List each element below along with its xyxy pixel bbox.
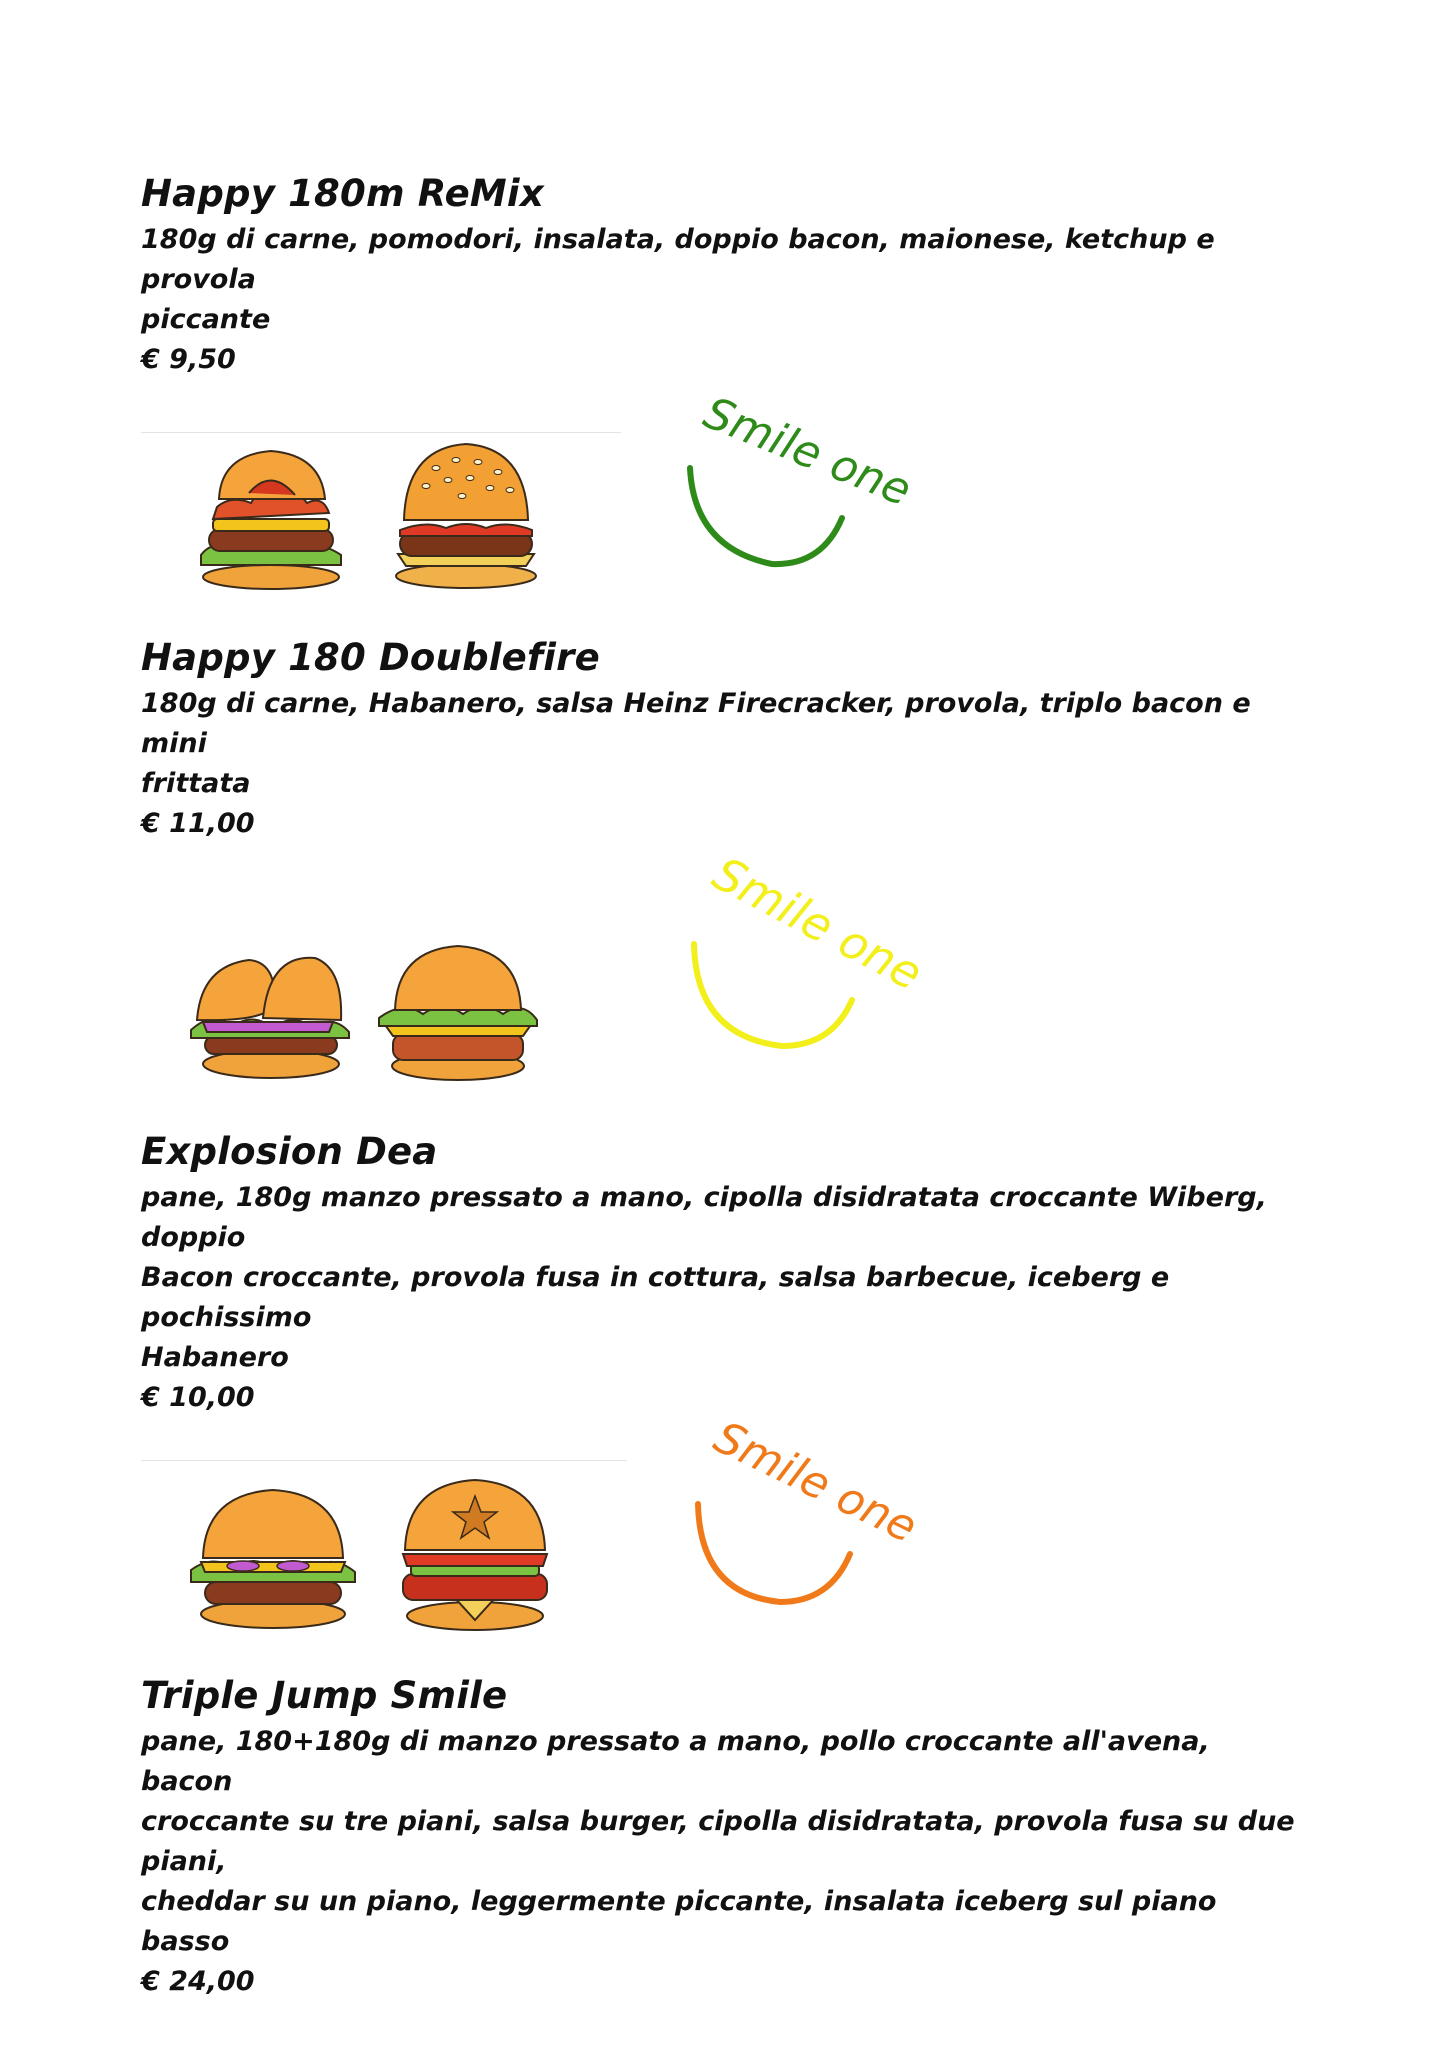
divider xyxy=(141,432,621,433)
burger-icon xyxy=(183,1478,363,1638)
burger-illustration xyxy=(141,920,621,1120)
item-name: Happy 180 Doublefire xyxy=(141,636,600,679)
item-name: Explosion Dea xyxy=(141,1130,438,1173)
item-description-line: cheddar su un piano, leggermente piccante, insalata iceberg sul piano basso xyxy=(141,1886,1217,1957)
divider xyxy=(141,1460,627,1461)
item-description-line: 180g di carne, pomodori, insalata, doppio bacon, maionese, ketchup e provola xyxy=(141,224,1215,295)
logo-text: Smile one xyxy=(706,1411,925,1554)
smile-one-logo xyxy=(672,387,919,578)
item-name: Triple Jump Smile xyxy=(141,1674,508,1717)
item-description-line: Habanero xyxy=(141,1342,289,1373)
item-price: € 24,00 xyxy=(141,1966,255,1997)
item-price: € 11,00 xyxy=(141,808,255,839)
burger-illustration xyxy=(141,1460,621,1660)
logo-text: Smile one xyxy=(704,845,932,1001)
item-description-line: piccante xyxy=(141,304,271,335)
smile-one-logo xyxy=(680,1411,925,1614)
item-description-line: pane, 180g manzo pressato a mano, cipolla disidratata croccante Wiberg, doppio xyxy=(141,1182,1267,1253)
item-description-line: croccante su tre piani, salsa burger, cipolla disidratata, provola fusa su due piani, xyxy=(141,1806,1295,1877)
menu-item xyxy=(141,172,1301,380)
burger-icon xyxy=(386,434,546,594)
menu-item xyxy=(141,636,1301,844)
item-description-line: Bacon croccante, provola fusa in cottura, salsa barbecue, iceberg e pochissimo xyxy=(141,1262,1170,1333)
burger-icon xyxy=(183,940,353,1090)
item-name: Happy 180m ReMix xyxy=(141,172,544,215)
menu-item xyxy=(141,1130,1301,1418)
item-description-line: 180g di carne, Habanero, salsa Heinz Firecracker, provola, triplo bacon e mini xyxy=(141,688,1251,759)
smile-one-logo xyxy=(672,845,932,1060)
logo-text: Smile one xyxy=(696,387,919,517)
burger-icon xyxy=(385,1470,565,1640)
item-price: € 10,00 xyxy=(141,1382,255,1413)
burger-illustration xyxy=(141,432,621,632)
item-price: € 9,50 xyxy=(141,344,236,375)
burger-icon xyxy=(373,938,543,1088)
burger-icon xyxy=(191,437,351,597)
item-description-line: pane, 180+180g di manzo pressato a mano, pollo croccante all'avena, bacon xyxy=(141,1726,1210,1797)
menu-item xyxy=(141,1674,1301,2002)
item-description-line: frittata xyxy=(141,768,251,799)
